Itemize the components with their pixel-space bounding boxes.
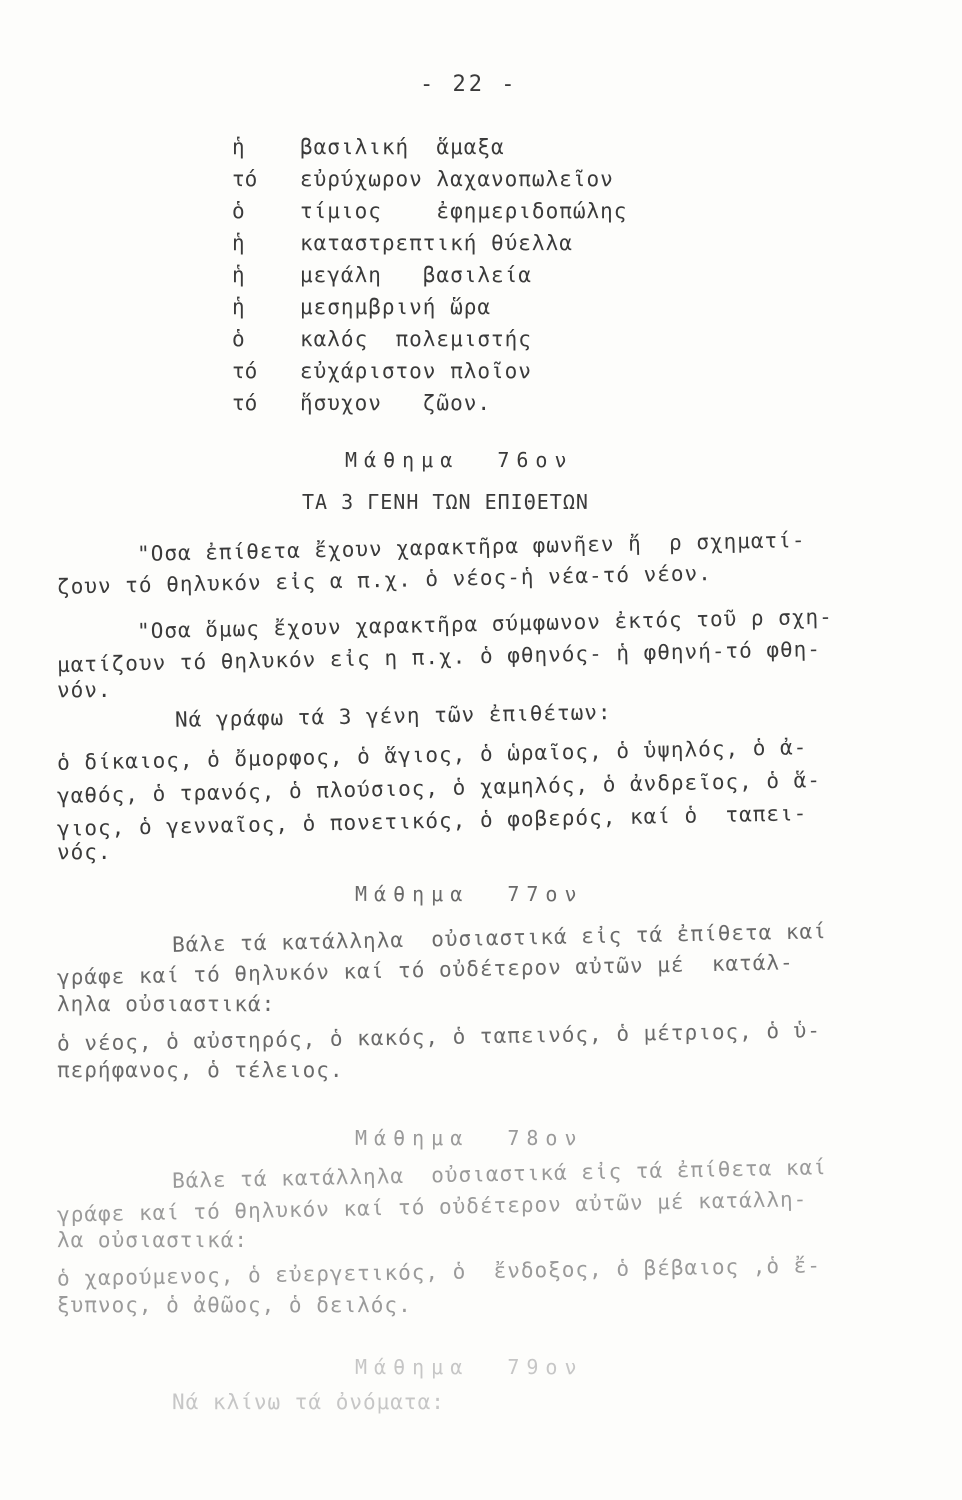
lesson-text-line: γιος, ὁ γενναῖος, ὁ πονετικός, ὁ φοβερός, καί ὁ ταπει-	[56, 801, 808, 841]
phrase-article: τό	[232, 359, 258, 383]
lesson-text-line: ὁ δίκαιος, ὁ ὄμορφος, ὁ ἅγιος, ὁ ὡραῖος, ὁ ὑψηλός, ὁ ἀ-	[56, 735, 808, 775]
phrase-text: καταστρεπτική θύελλα	[300, 231, 573, 255]
lesson-text-line: Νά κλίνω τά ὀνόματα:	[172, 1390, 445, 1414]
lesson-text-line: νός.	[57, 840, 112, 864]
lesson-heading: Μάθημα 79ον	[355, 1355, 584, 1379]
lesson-text-line: ξυπνος, ὁ ἀθῶος, ὁ δειλός.	[57, 1293, 412, 1317]
phrase-text: τίμιος ἐφημεριδοπώλης	[300, 199, 628, 223]
lesson-text-line: γράφε καί τό θηλυκόν καί τό οὐδέτερον αὐτῶν μέ κατάλλη-	[56, 1187, 808, 1227]
phrase-article: ἡ	[232, 135, 245, 159]
lesson-heading: Μάθημα 77ον	[355, 882, 584, 906]
lesson-text-line: ὁ νέος, ὁ αὐστηρός, ὁ κακός, ὁ ταπεινός, ὁ μέτριος, ὁ ὑ-	[56, 1018, 822, 1056]
lesson-text-line: Βάλε τά κατάλληλα οὐσιαστικά εἰς τά ἐπίθετα καί	[171, 919, 828, 957]
phrase-text: μεσημβρινή ὥρα	[300, 295, 492, 319]
lesson-heading: Μάθημα 78ον	[355, 1126, 584, 1150]
lesson-text-line: γράφε καί τό θηλυκόν καί τό οὐδέτερον αὐτῶν μέ κατάλ-	[56, 950, 794, 990]
phrase-article: ἡ	[232, 295, 245, 319]
page-number: - 22 -	[420, 72, 518, 97]
lesson-text-line: γαθός, ὁ τρανός, ὁ πλούσιος, ὁ χαμηλός, ὁ ἀνδρεῖος, ὁ ἅ-	[56, 768, 822, 808]
phrase-text: εὐχάριστον πλοῖον	[300, 359, 532, 383]
lesson-text-line: νόν.	[57, 678, 112, 702]
lesson-text-line: "Οσα ὅμως ἔχουν χαρακτῆρα σύμφωνον ἐκτός τοῦ ρ σχη-	[136, 604, 833, 644]
phrase-article: ἡ	[232, 263, 245, 287]
lesson-text-line: περήφανος, ὁ τέλειος.	[57, 1058, 344, 1082]
phrase-text: εὐρύχωρον λαχανοπωλεῖον	[300, 167, 614, 191]
phrase-article: τό	[232, 167, 258, 191]
phrase-article: ἡ	[232, 231, 245, 255]
lesson-text-line: "Οσα ἐπίθετα ἔχουν χαρακτῆρα φωνῆεν ἤ ρ σχηματί-	[136, 528, 806, 566]
phrase-text: μεγάλη βασιλεία	[300, 263, 532, 287]
phrase-text: ἥσυχον ζῶον.	[300, 391, 492, 415]
lesson-text-line: ματίζουν τό θηλυκόν εἰς η π.χ. ὁ φθηνός- ἡ φθηνή-τό φθη-	[56, 637, 822, 677]
lesson-text-line: Νά γράφω τά 3 γένη τῶν ἐπιθέτων:	[174, 700, 612, 732]
phrase-text: καλός πολεμιστής	[300, 327, 532, 351]
phrase-article: τό	[232, 391, 258, 415]
lesson-text-line: ζουν τό θηλυκόν εἰς α π.χ. ὁ νέος-ἡ νέα-τό νέον.	[56, 561, 713, 599]
lesson-text-line: Βάλε τά κατάλληλα οὐσιαστικά εἰς τά ἐπίθετα καί	[171, 1155, 828, 1193]
lesson-heading: Μάθημα 76ον	[345, 448, 574, 472]
phrase-article: ὁ	[232, 327, 245, 351]
phrase-article: ὁ	[232, 199, 245, 223]
phrase-text: βασιλική ἅμαξα	[300, 135, 505, 159]
lesson-text-line: λα οὐσιαστικά:	[57, 1228, 249, 1252]
lesson-text-line: ὁ χαρούμενος, ὁ εὐεργετικός, ὁ ἔνδοξος, ὁ βέβαιος ,ὁ ἔ-	[56, 1253, 822, 1291]
lesson-text-line: ληλα οὐσιαστικά:	[57, 992, 276, 1016]
lesson-title: ΤΑ 3 ΓΕΝΗ ΤΩΝ ΕΠΙΘΕΤΩΝ	[302, 490, 589, 514]
